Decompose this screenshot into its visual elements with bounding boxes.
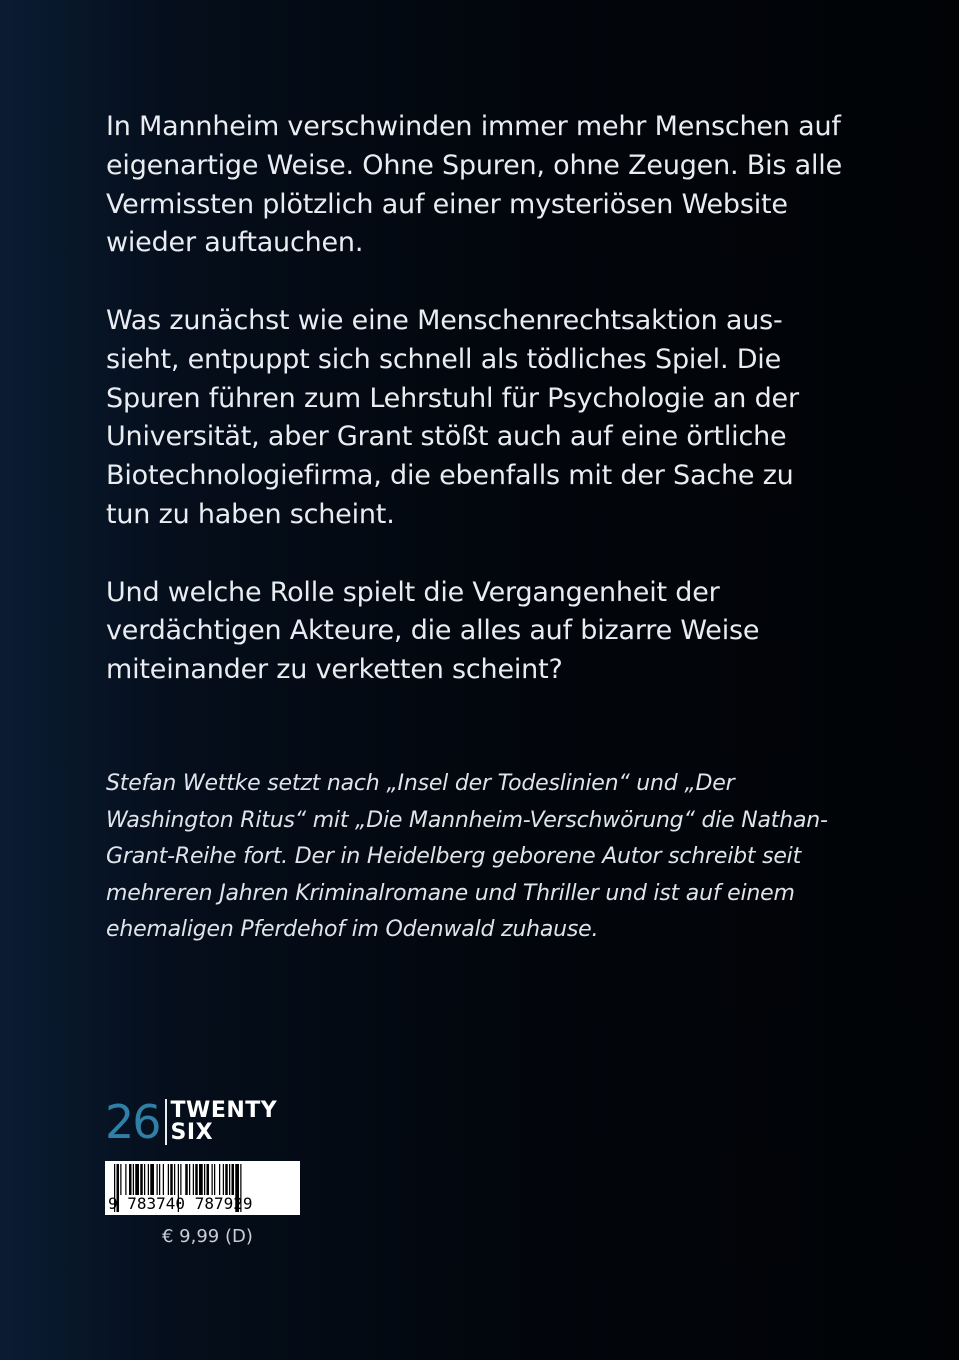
barcode-bar [120, 1164, 121, 1195]
barcode-bar [185, 1164, 188, 1195]
barcode-bar [195, 1164, 198, 1195]
publisher-logo-divider [165, 1099, 167, 1145]
barcode-bar [170, 1164, 173, 1195]
barcode-bar [135, 1164, 139, 1195]
barcode-bar [223, 1164, 224, 1195]
publisher-logo [105, 1097, 277, 1147]
blurb-text [106, 108, 846, 729]
barcode-bar [159, 1164, 160, 1195]
isbn-number: 9 783740 787929 [108, 1194, 253, 1213]
barcode-bar [232, 1164, 235, 1195]
blurb-paragraph-2: Was zunächst wie eine Menschenrechtsaktion aussieht, entpuppt sich schnell als tödliches Spiel. Die Spuren führen zum Lehrstuhl für Psychologie an der Universität, aber Grant stößt auch auf eine örtliche Biotechnologiefirma, die ebenfalls mit der Sache zu tun zu haben scheint. [106, 304, 799, 530]
barcode-bar [193, 1164, 194, 1195]
barcode-bar [168, 1164, 169, 1195]
blurb-paragraph-1: In Mannheim verschwinden immer mehr Menschen auf eigenartige Weise. Ohne Spuren, ohne Zeugen. Bis alle Vermissten plötzlich auf einer mysteriösen Website wieder auftauchen. [106, 111, 842, 259]
barcode-bar [204, 1164, 205, 1195]
barcode-bar [129, 1164, 132, 1195]
barcode-bar [140, 1164, 143, 1195]
barcode-bar [212, 1164, 213, 1195]
barcode-bar [229, 1164, 230, 1195]
publisher-logo-words [171, 1100, 278, 1144]
price-label: € 9,99 (D) [162, 1226, 253, 1247]
barcode-bar [189, 1164, 190, 1195]
barcode-bar [150, 1164, 154, 1195]
barcode-bar [180, 1164, 181, 1195]
barcode-bar [225, 1164, 228, 1195]
author-note: Stefan Wettke setzt nach „Insel der Todeslinien“ und „Der Washington Ritus“ mit „Die Mannheim-Verschwörung“ die Nathan-Grant-Reihe fort. Der in Heidelberg geborene Autor schreibt seit mehreren Jahren Kriminalromane und Thriller und ist auf einem ehemaligen Pferdehof im Odenwald zuhause. [106, 771, 828, 943]
blurb-paragraph-3: Und welche Rolle spielt die Vergangenheit der verdächtigen Akteure, die alles auf bizarre Weise miteinander zu verketten scheint? [106, 576, 760, 686]
barcode-bar [133, 1164, 134, 1195]
barcode-bar [174, 1164, 175, 1195]
publisher-logo-line1: TWENTY [170, 1098, 278, 1123]
barcode-bar [125, 1164, 126, 1195]
barcode-bar [157, 1164, 158, 1195]
publisher-logo-line2: SIX [170, 1120, 214, 1145]
barcode-bar [207, 1164, 210, 1195]
barcode-bar [219, 1164, 220, 1195]
barcode [105, 1161, 300, 1215]
barcode-bar [199, 1164, 203, 1195]
barcode-bar [214, 1164, 215, 1195]
barcode-bar [144, 1164, 145, 1195]
barcode-bar [163, 1164, 164, 1195]
publisher-logo-number: 26 [105, 1095, 160, 1149]
barcode-bar [148, 1164, 149, 1195]
